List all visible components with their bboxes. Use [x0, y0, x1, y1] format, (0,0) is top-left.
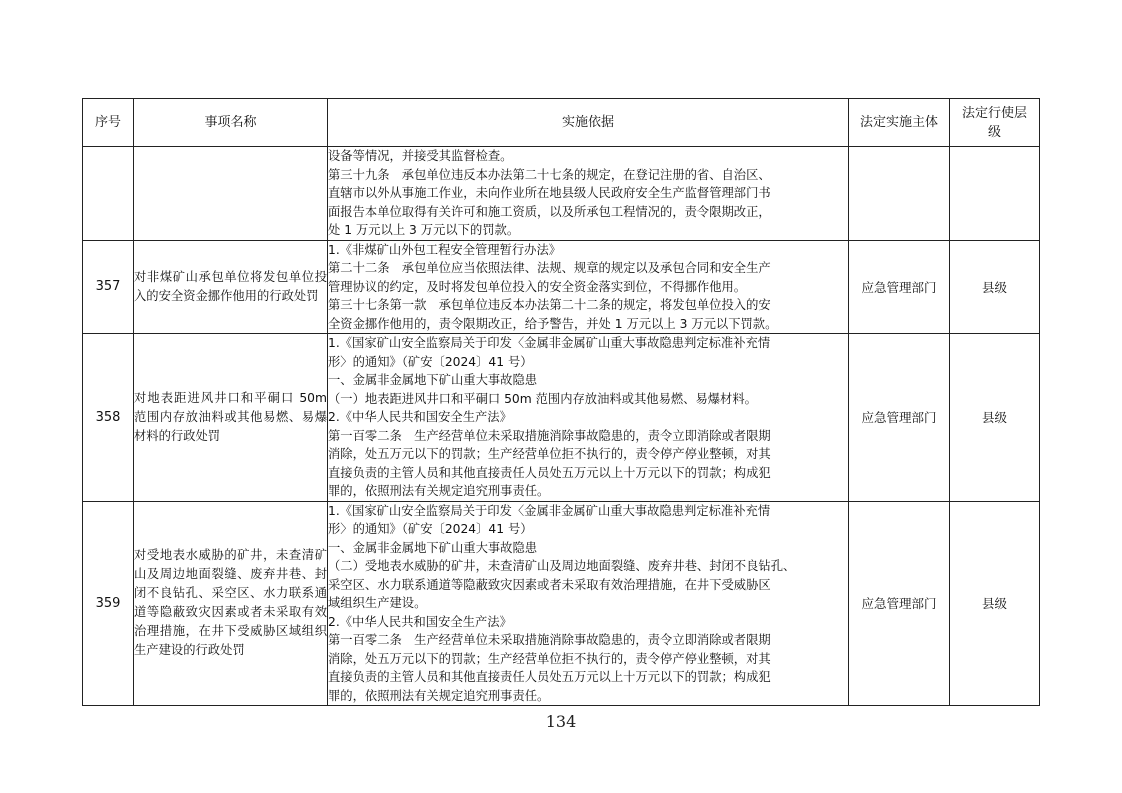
- header-level: [950, 99, 1040, 147]
- cell-name: 对非煤矿山承包单位将发包单位投入的安全资金挪作他用的行政处罚: [134, 240, 328, 334]
- basis-line: 2.《中华人民共和国安全生产法》: [328, 614, 512, 629]
- basis-line: 第一百零二条 生产经营单位未采取措施消除事故隐患的，责令立即消除或者限期: [328, 633, 771, 647]
- header-level-line2: 级: [987, 124, 1001, 140]
- table-row-continued: [83, 147, 1040, 241]
- basis-line: 2.《中华人民共和国安全生产法》: [328, 410, 512, 424]
- header-level-line1: 法定行使层: [961, 105, 1027, 121]
- basis-line: 直辖市以外从事施工作业，未向作业所在地县级人民政府安全生产监督管理部门书: [328, 186, 771, 200]
- basis-line: 消除，处五万元以下的罚款；生产经营单位拒不执行的，责令停产停业整顿，对其: [328, 447, 771, 461]
- cell-name: 对地表距进风井口和平硐口 50m 范围内存放油料或其他易燃、易爆材料的行政处罚: [134, 334, 328, 502]
- regulation-table: [82, 98, 1040, 706]
- table-header-row: [83, 99, 1040, 147]
- basis-line: 处 1 万元以上 3 万元以下的罚款。: [328, 223, 520, 237]
- basis-line: 1.《国家矿山安全监察局关于印发〈金属非金属矿山重大事故隐患判定标准补充情: [328, 503, 771, 518]
- basis-line: 域组织生产建设。: [328, 596, 427, 610]
- cell-level: 县级: [950, 501, 1040, 706]
- basis-line: 一、金属非金属地下矿山重大事故隐患: [328, 373, 538, 387]
- header-basis: 实施依据: [328, 99, 849, 147]
- header-subject: 法定实施主体: [849, 99, 950, 147]
- basis-line: 第二十二条 承包单位应当依照法律、法规、规章的规定以及承包合同和安全生产: [328, 261, 771, 275]
- basis-line: （二）受地表水威胁的矿井，未查清矿山及周边地面裂缝、废弃井巷、封闭不良钻孔、: [328, 559, 796, 573]
- table-row: [83, 334, 1040, 502]
- basis-line: 1.《非煤矿山外包工程安全管理暂行办法》: [328, 242, 562, 257]
- table-row: [83, 240, 1040, 334]
- basis-line: 形〉的通知》（矿安〔2024〕41 号）: [328, 522, 533, 536]
- cell-subject: 应急管理部门: [849, 334, 950, 502]
- basis-line: 罪的，依照刑法有关规定追究刑事责任。: [328, 688, 550, 703]
- basis-line: 直接负责的主管人员和其他直接责任人员处五万元以上十万元以下的罚款；构成犯: [328, 670, 771, 684]
- cell-basis: [328, 501, 849, 706]
- basis-line: 直接负责的主管人员和其他直接责任人员处五万元以上十万元以下的罚款；构成犯: [328, 465, 771, 480]
- cell-num: [83, 147, 134, 241]
- basis-line: 1.《国家矿山安全监察局关于印发〈金属非金属矿山重大事故隐患判定标准补充情: [328, 336, 771, 350]
- cell-subject: 应急管理部门: [849, 240, 950, 334]
- header-item-name: 事项名称: [134, 99, 328, 147]
- header-seq: 序号: [83, 99, 134, 147]
- basis-line: 管理协议的约定，及时将发包单位投入的安全资金落实到位，不得挪作他用。: [328, 279, 747, 294]
- basis-line: 设备等情况，并接受其监督检查。: [328, 149, 513, 163]
- page-number: 134: [545, 712, 577, 731]
- basis-line: 第三十九条 承包单位违反本办法第二十七条的规定，在登记注册的省、自治区、: [328, 167, 771, 182]
- cell-num: 359: [83, 501, 134, 706]
- cell-basis: [328, 334, 849, 502]
- basis-line: 第三十七条第一款 承包单位违反本办法第二十二条的规定，将发包单位投入的安: [328, 298, 771, 312]
- basis-line: 罪的，依照刑法有关规定追究刑事责任。: [328, 484, 550, 498]
- cell-level: 县级: [950, 334, 1040, 502]
- cell-num: 358: [83, 334, 134, 502]
- basis-line: （一）地表距进风井口和平硐口 50m 范围内存放油料或其他易燃、易爆材料。: [328, 391, 757, 406]
- table-row: [83, 501, 1040, 706]
- basis-line: 形〉的通知》（矿安〔2024〕41 号）: [328, 354, 533, 369]
- cell-level: 县级: [950, 240, 1040, 334]
- cell-subject: [849, 147, 950, 241]
- cell-name: 对受地表水威胁的矿井，未查清矿山及周边地面裂缝、废弃井巷、封闭不良钻孔、采空区、水力联系通道等隐蔽致灾因素或者未采取有效治理措施，在井下受威胁区域组织生产建设的行政处罚: [134, 501, 328, 706]
- basis-line: 一、金属非金属地下矿山重大事故隐患: [328, 540, 538, 555]
- cell-name: [134, 147, 328, 241]
- cell-level: [950, 147, 1040, 241]
- basis-line: 面报告本单位取得有关许可和施工资质，以及所承包工程情况的，责令限期改正，: [328, 204, 771, 219]
- cell-basis: [328, 147, 849, 241]
- cell-subject: 应急管理部门: [849, 501, 950, 706]
- basis-line: 消除，处五万元以下的罚款；生产经营单位拒不执行的，责令停产停业整顿，对其: [328, 651, 771, 666]
- cell-basis: [328, 240, 849, 334]
- cell-num: 357: [83, 240, 134, 334]
- basis-line: 采空区、水力联系通道等隐蔽致灾因素或者未采取有效治理措施，在井下受威胁区: [328, 577, 771, 592]
- basis-line: 第一百零二条 生产经营单位未采取措施消除事故隐患的，责令立即消除或者限期: [328, 428, 771, 443]
- basis-line: 全资金挪作他用的，责令限期改正，给予警告，并处 1 万元以上 3 万元以下罚款。: [328, 316, 778, 331]
